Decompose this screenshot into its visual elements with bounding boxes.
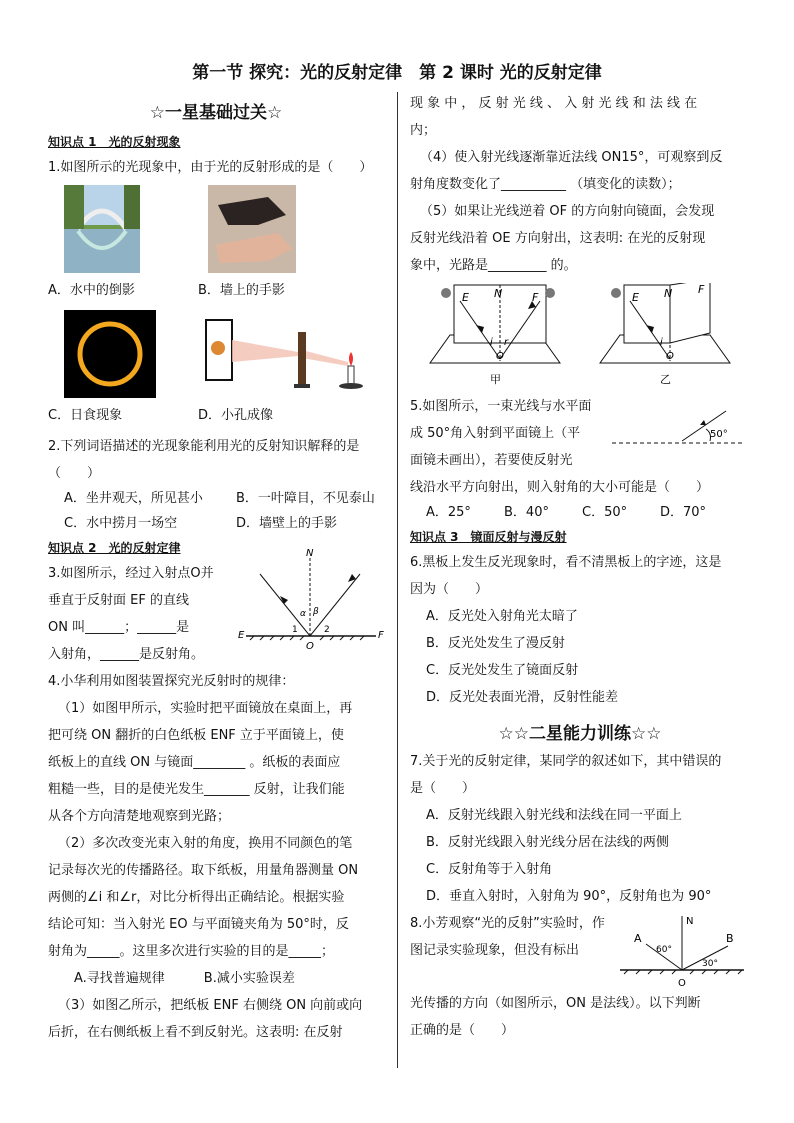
q6-line-2: 因为（ ）: [410, 582, 489, 597]
q6-option-b: B．反光处发生了漫反射: [426, 636, 565, 651]
hand-shadow-image: [208, 185, 296, 273]
jia-label-r: r: [504, 337, 509, 348]
q4-cont-line-3: （4）使入射光线逐渐靠近法线 ON15°，可观察到反: [420, 150, 723, 165]
q1-option-d-label: D．小孔成像: [198, 408, 274, 423]
q8-angle-60: 60°: [656, 945, 672, 955]
label-angle-1: 1: [291, 625, 298, 635]
q7-option-b: B．反射光线跟入射光线分居在法线的两侧: [426, 835, 669, 850]
q4-line-8: 记录每次光的传播路径。取下纸板，用量角器测量 ON: [48, 863, 359, 878]
question-3-text: [48, 560, 236, 668]
q5-line-4: 线沿水平方向射出，则入射角的大小可能是（ ）: [410, 480, 710, 495]
q8-angle-30: 30°: [702, 959, 718, 969]
solar-eclipse-image: [64, 310, 156, 398]
jia-label-n: N: [494, 287, 503, 300]
question-5-block: [410, 393, 750, 474]
q5-option-a: A．25°: [426, 505, 471, 520]
question-8-block: [410, 910, 750, 990]
yi-label-f: F: [698, 283, 705, 296]
q7-line-1: 7.关于光的反射定律，某同学的叙述如下，其中错误的: [410, 754, 722, 769]
reflection-angle-diagram: [236, 544, 384, 652]
q5-option-d: D．70°: [660, 505, 707, 520]
q4-cont-line-2: 内；: [410, 123, 437, 138]
q3-line-1: 3.如图所示，经过入射点O并: [48, 566, 214, 581]
q4-line-10: 结论可知：当入射光 EO 与平面镜夹角为 50°时，反: [48, 917, 349, 932]
q1-option-d: [198, 310, 384, 429]
q2-options-row-2: [48, 512, 384, 531]
jia-caption: 甲: [490, 373, 501, 386]
knowledge-point-3: 知识点 3 镜面反射与漫反射: [410, 530, 567, 544]
label-e: E: [237, 630, 245, 641]
q1-option-c: [48, 310, 198, 429]
jia-label-o: O: [496, 351, 504, 362]
q7-option-a: A．反射光线跟入射光线和法线在同一平面上: [426, 808, 682, 823]
q6-option-a: A．反光处入射角光太暗了: [426, 609, 578, 624]
left-column: [48, 96, 384, 1046]
q7-option-d: D．垂直入射时，入射角为 90°，反射角也为 90°: [426, 889, 712, 904]
question-5-text: [410, 393, 606, 474]
q1-images-row-2: [48, 310, 384, 429]
page-title: 第一节 探究：光的反射定律 第 2 课时 光的反射定律: [192, 63, 602, 83]
q1-option-a-label: A．水中的倒影: [48, 283, 135, 298]
q8-line-3: 光传播的方向（如图所示，ON 是法线）。以下判断: [410, 996, 701, 1011]
q8-label-b: B: [726, 932, 734, 945]
question-4: [48, 668, 384, 1046]
q1-option-b-label: B．墙上的手影: [198, 283, 285, 298]
q4-line-6: 从各个方向清楚地观察到光路；: [48, 809, 231, 824]
q4-cont-line-4: 射角度数变化了__________ （填变化的读数）；: [410, 177, 681, 192]
q4-line-5: 粗糙一些，目的是使光发生_______ 反射，让我们能: [48, 782, 345, 797]
label-beta: β: [312, 607, 319, 617]
q2-option-c: C．水中捞月一场空: [64, 516, 178, 531]
q4-line-9: 两侧的∠i 和∠r，对比分析得出正确结论。根据实验: [48, 890, 345, 905]
knowledge-point-2: 知识点 2 光的反射定律: [48, 541, 181, 555]
q3-line-4: 入射角，______是反射角。: [48, 647, 205, 662]
q7-line-2: 是（ ）: [410, 781, 476, 796]
q4-line-1: 4.小华利用如图装置探究光反射时的规律：: [48, 674, 295, 689]
jia-label-i: i: [490, 337, 493, 348]
yi-label-n: N: [664, 287, 673, 300]
q8-line-4: 正确的是（ ）: [410, 1023, 515, 1038]
figure-jia: [410, 283, 580, 393]
pinhole-camera-image: [198, 310, 374, 398]
q8-line-1: 8.小芳观察“光的反射”实验时，作: [410, 916, 605, 931]
q4-line-11: 射角为_____。这里多次进行实验的目的是_____；: [48, 944, 335, 959]
knowledge-point-1: 知识点 1 光的反射现象: [48, 135, 181, 149]
q4-line-7: （2）多次改变光束入射的角度，换用不同颜色的笔: [58, 836, 353, 851]
label-angle-2: 2: [323, 625, 330, 635]
q6-line-1: 6.黑板上发生反光现象时，看不清黑板上的字迹，这是: [410, 555, 722, 570]
q6-option-d: D．反光处表面光滑，反射性能差: [426, 690, 619, 705]
right-column: [410, 90, 750, 1044]
q8-reflection-diagram: [616, 910, 746, 990]
label-alpha: α: [299, 609, 306, 619]
column-divider: [397, 92, 398, 1068]
figure-yi: [580, 283, 750, 393]
jia-label-f: F: [532, 291, 539, 304]
question-8-text: [410, 910, 616, 990]
q4-line-13: （3）如图乙所示，把纸板 ENF 右侧绕 ON 向前或向: [58, 998, 363, 1013]
jia-label-e: E: [462, 291, 469, 304]
q4-cont-line-6: 反射光线沿着 OE 方向射出，这表明: 在光的反射现: [410, 231, 706, 246]
q6-option-c: C．反光处发生了镜面反射: [426, 663, 579, 678]
yi-label-i: i: [660, 337, 663, 348]
q4-cont-line-7: 象中，光路是_________ 的。: [410, 258, 577, 273]
q8-label-n: N: [686, 916, 694, 927]
reflection-bridge-image: [64, 185, 140, 273]
q5-line-3: 面镜未画出），若要使反射光: [410, 453, 573, 468]
q5-angle-label: 50°: [710, 429, 728, 440]
q3-line-2: 垂直于反射面 EF 的直线: [48, 593, 189, 608]
q8-label-a: A: [634, 932, 642, 945]
section-two-star: ☆☆二星能力训练☆☆: [498, 724, 662, 744]
q5-line-2: 成 50°角入射到平面镜上（平: [410, 426, 581, 441]
q1-images-row-1: [48, 185, 384, 304]
yi-label-o: O: [666, 351, 674, 362]
label-o: O: [305, 641, 314, 652]
yi-caption: 乙: [660, 373, 671, 386]
q4-line-14: 后折，在右侧纸板上看不到反射光。这表明: 在反射: [48, 1025, 343, 1040]
q5-option-b: B．40°: [504, 505, 549, 520]
q3-line-3: ON 叫______；______是: [48, 620, 190, 635]
q4-cont-line-5: （5）如果让光线逆着 OF 的方向射向镜面，会发现: [420, 204, 715, 219]
q2-option-b: B．一叶障目，不见泰山: [236, 491, 375, 506]
question-2: 2.下列词语描述的光现象能利用光的反射知识解释的是（ ）: [48, 439, 360, 481]
q1-option-c-label: C．日食现象: [48, 408, 123, 423]
q4-figures: [410, 283, 750, 393]
q4-line-4: 纸板上的直线 ON 与镜面________ 。纸板的表面应: [48, 755, 341, 770]
q5-option-c: C．50°: [582, 505, 628, 520]
q2-options-row-1: [48, 487, 384, 506]
label-f: F: [377, 630, 384, 641]
yi-label-e: E: [632, 291, 639, 304]
q4-line-3: 把可绕 ON 翻折的白色纸板 ENF 立于平面镜上，使: [48, 728, 344, 743]
q4-cont-line-1: 现 象 中 ， 反 射 光 线 、 入 射 光 线 和 法 线 在: [410, 96, 698, 111]
q1-option-b: [198, 185, 378, 304]
q8-line-2: 图记录实验现象，但没有标出: [410, 943, 580, 958]
q4-line-2: （1）如图甲所示，实验时把平面镜放在桌面上，再: [58, 701, 353, 716]
q8-label-o: O: [678, 978, 686, 989]
q1-option-a: [48, 185, 198, 304]
label-n: N: [305, 548, 314, 559]
q4-line-12: A.寻找普遍规律 B.减小实验误差: [48, 971, 295, 986]
question-1: 1.如图所示的光现象中，由于光的反射形成的是（ ）: [48, 160, 373, 175]
q5-line-1: 5.如图所示，一束光线与水平面: [410, 399, 592, 414]
q7-option-c: C．反射角等于入射角: [426, 862, 553, 877]
q5-options: [410, 501, 750, 520]
section-one-star: ☆一星基础过关☆: [149, 103, 283, 123]
q2-option-a: A．坐井观天，所见甚小: [64, 491, 203, 506]
q2-option-d: D．墙壁上的手影: [236, 516, 338, 531]
q5-angle-diagram: [606, 393, 746, 473]
